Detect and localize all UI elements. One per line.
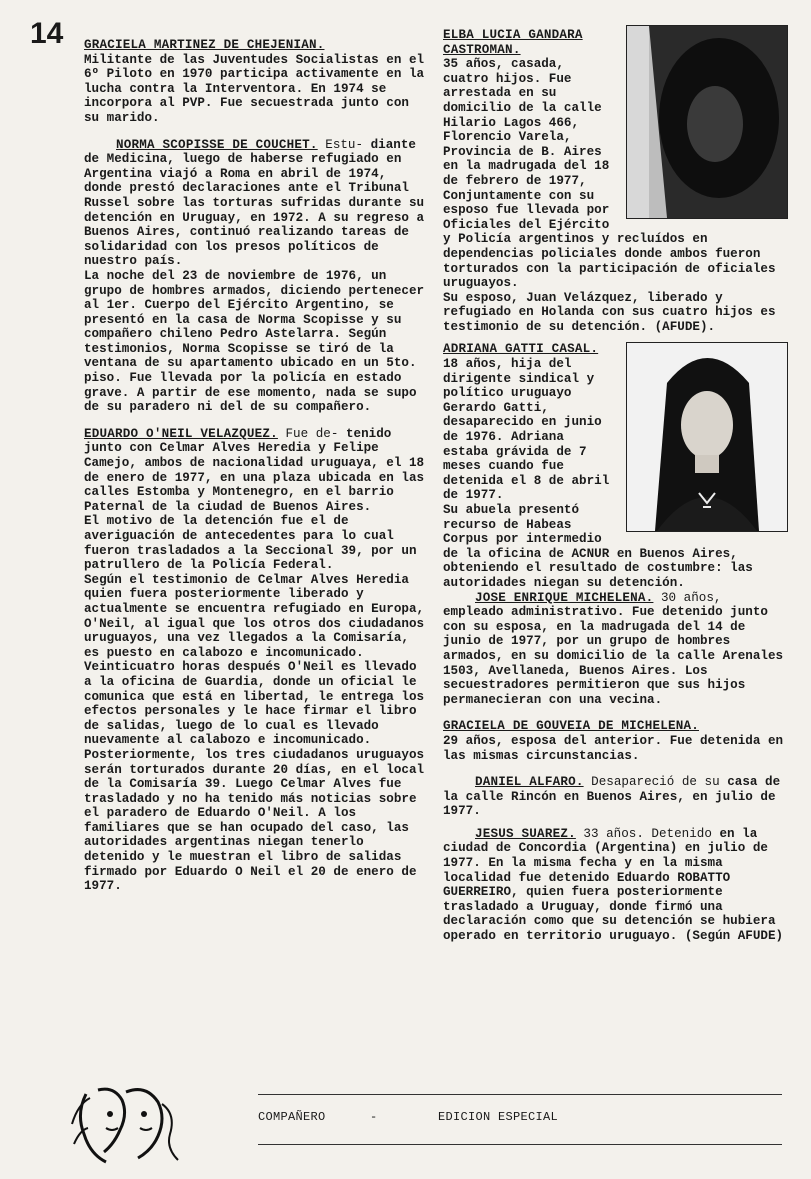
- entry-gatti: [443, 342, 788, 590]
- entry-name: ELBA LUCIA GANDARA CASTROMAN.: [443, 28, 583, 57]
- entry-body: Militante de las Juventudes Socialistas en el 6º Piloto en 1970 participa activamente en la lucha contra la Interventora. En 1974 se incorpora al PVP. Fue secuestrada junto con su marido.: [84, 52, 425, 125]
- footer-edition: EDICION ESPECIAL: [438, 1110, 559, 1124]
- entry-gouveia: [443, 719, 788, 763]
- footer-separator: -: [370, 1110, 378, 1124]
- entry-body: tenido junto con Celmar Alves Heredia y Felipe Camejo, ambos de nacionalidad uruguaya, el 18 de enero de 1977, en una plaza ubicada en las calles Estomba y Montenegro, en el barrio Paternal de la ciudad de Buenos Aires.: [84, 426, 425, 514]
- entry-name: ADRIANA GATTI CASAL.: [443, 342, 599, 357]
- entry-name-tail: Desapareció de su: [583, 775, 720, 790]
- entry-scopisse: [84, 138, 430, 415]
- left-column: [84, 38, 430, 894]
- entry-name: JESUS SUAREZ.: [475, 826, 576, 841]
- entry-name-tail: 30 años,: [653, 590, 722, 605]
- entry-body-continued: La noche del 23 de noviembre de 1976, un grupo de hombres armados, diciendo pertenecer al 1er. Cuerpo del Ejército Argentino, se presentó en la casa de Norma Scopisse y su compañero chileno Pedro Astelarra. Según testimonios, Norma Scopisse se tiró de la ventana de su apartamento ubicado en un 5to. piso. Fue llevada por la policía en estado grave. A partir de ese momento, nada se supo de su paradero ni del de su compañero.: [84, 268, 425, 415]
- entry-name-tail: Fue de-: [277, 426, 339, 441]
- entry-michelena: [443, 591, 788, 708]
- right-column: [443, 28, 788, 944]
- entry-body: diante de Medicina, luego de haberse refugiado en Argentina viajó a Roma en abril de 1974, donde prestó declaraciones ante el Tribunal Russel sobre las torturas sufridas durante su detención en Uruguay, en 1972. A su regreso a Buenos Aires, continuó realizando tareas de solidaridad con los presos políticos de nuestro país.: [84, 137, 425, 269]
- entry-name: DANIEL ALFARO.: [475, 775, 584, 790]
- entry-oneil: [84, 427, 430, 894]
- entry-body: empleado administrativo. Fue detenido junto con su esposa, en la madrugada del 14 de junio de 1977, por un grupo de hombres armados, en su domicilio de la calle Arenales 1503, Avellaneda, Buenos Aires. Los secuestradores permitieron que sus hijos permanecieran con una vecina.: [443, 605, 784, 707]
- entry-name-tail: 33 años. Detenido: [575, 826, 712, 841]
- portrait-photo-gandara: [626, 25, 788, 219]
- footer: [258, 1110, 558, 1124]
- entry-body: casa de la calle Rincón en Buenos Aires, en julio de 1977.: [443, 775, 781, 819]
- entry-body: 29 años, esposa del anterior. Fue detenida en las mismas circunstancias.: [443, 733, 784, 763]
- entry-name: EDUARDO O'NEIL VELAZQUEZ.: [84, 426, 278, 441]
- footer-publication: COMPAÑERO: [258, 1110, 326, 1124]
- entry-chejenian: [84, 38, 430, 126]
- entry-body: en la ciudad de Concordia (Argentina) en julio de 1977. En la misma fecha y en la misma localidad fue detenido Eduardo ROBATTO GUERREIRO, quien fuera posteriormente trasladado a Uruguay, donde firmó una declaración como que su detención se hubiera operado en territorio uruguayo. (Según AFUDE): [443, 826, 784, 944]
- entry-body-continued: Su esposo, Juan Velázquez, liberado y refugiado en Holanda con sus cuatro hijos es testimonio de su detención. (AFUDE).: [443, 290, 776, 334]
- entry-name: NORMA SCOPISSE DE COUCHET.: [116, 137, 318, 152]
- footer-rule-top: [258, 1094, 782, 1095]
- entry-gandara: [443, 28, 788, 334]
- entry-name: JOSE ENRIQUE MICHELENA.: [475, 590, 654, 605]
- entry-body-continued: El motivo de la detención fue el de averiguación de antecedentes para lo cual fueron trasladados a la Seccional 39, por un patrullero de la Policía Federal.: [84, 514, 417, 573]
- entry-body-continued: Su abuela presentó recurso de Habeas Corpus por intermedio de la oficina de ACNUR en Buenos Aires, obteniendo el resultado de costumbre: las autoridades niegan su detención.: [443, 503, 753, 590]
- entry-body: 35 años, casada, cuatro hijos. Fue arrestada en su domicilio de la calle Hilario Lagos 466, Florencio Varela, Provincia de B. Aires en la madrugada del 18 de febrero de 1977, Conjuntamente con su esposo fue llevada por Oficiales del Ejército y Policía argentinos y recluídos en dependencias policiales donde ambos fueron torturados con la participación de oficiales uruguayos.: [443, 57, 776, 291]
- entry-name: GRACIELA DE GOUVEIA DE MICHELENA.: [443, 719, 699, 734]
- entry-alfaro: [443, 775, 788, 819]
- portrait-photo-gatti: [626, 342, 788, 532]
- entry-name-tail: Estu-: [317, 137, 364, 152]
- page-number: 14: [30, 17, 64, 50]
- entry-body: 18 años, hija del dirigente sindical y político uruguayo Gerardo Gatti, desaparecido en junio de 1976. Adriana estaba grávida de 7 meses cuando fue detenida el 8 de abril de 1977.: [443, 357, 610, 503]
- faces-illustration: [66, 1084, 186, 1164]
- entry-suarez: [443, 827, 788, 944]
- entry-name: GRACIELA MARTINEZ DE CHEJENIAN.: [84, 38, 325, 52]
- footer-rule-bottom: [258, 1144, 782, 1145]
- entry-body-continued: Según el testimonio de Celmar Alves Heredia quien fuera posteriormente liberado y actualmente se encuentra refugiado en Europa, O'Neil, al igual que los otros dos ciudadanos uruguayos, una vez llegados a la Comisaría, es puesto en calabozo e incomunicado. Veinticuatro horas después O'Neil es llevado a la oficina de Guardia, donde un oficial le comunica que está en libertad, le entrega los efectos personales y le hace firmar el libro de salidas, luego de lo cual es llevado nuevamente al calabozo e incomunicado. Posteriormente, los tres ciudadanos uruguayos serán torturados durante 20 días, en el local de la Comisaría 39. Luego Celmar Alves fue trasladado y no ha tenido más noticias sobre el paradero de Eduardo O'Neil. A los familiares que se han ocupado del caso, las autoridades argentinas niegan tenerlo detenido y le muestran el libro de salidas firmado por Eduardo O Neil el 20 de enero de 1977.: [84, 572, 425, 894]
